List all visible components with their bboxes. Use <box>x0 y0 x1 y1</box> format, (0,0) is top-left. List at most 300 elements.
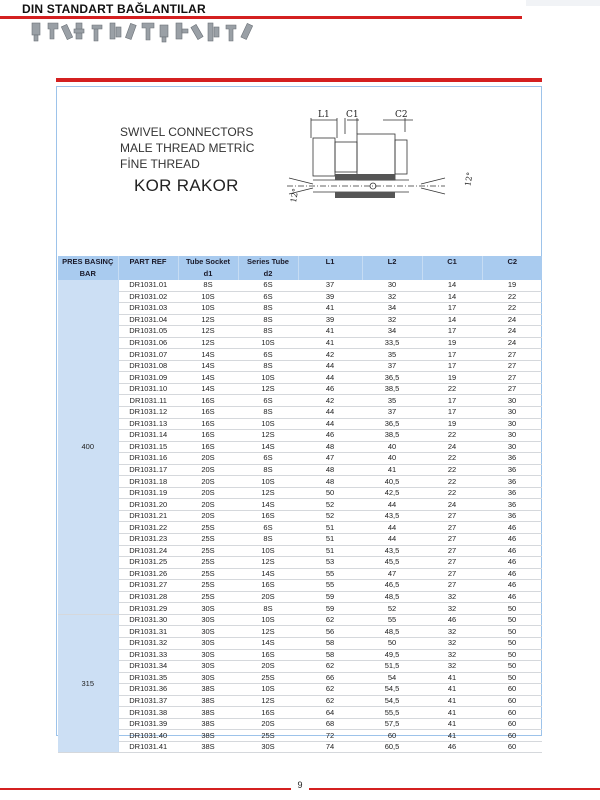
col-header-tube-socket: Tube Socket <box>178 256 238 268</box>
table-cell: DR1031.19 <box>118 487 178 499</box>
table-cell: 24 <box>422 441 482 453</box>
product-line-1: SWIVEL CONNECTORS <box>120 125 254 139</box>
table-cell: 41 <box>422 730 482 742</box>
table-cell: DR1031.09 <box>118 372 178 384</box>
table-cell: 12S <box>238 557 298 569</box>
table-cell: 55 <box>362 614 422 626</box>
table-row <box>58 510 542 522</box>
table-row <box>58 649 542 661</box>
table-cell: 46,5 <box>362 580 422 592</box>
table-cell: 25S <box>178 557 238 569</box>
table-row <box>58 453 542 465</box>
table-cell: DR1031.03 <box>118 303 178 315</box>
table-cell: 20S <box>178 453 238 465</box>
table-cell: 27 <box>482 383 542 395</box>
table-cell: 55,5 <box>362 707 422 719</box>
table-cell: 14S <box>178 360 238 372</box>
table-cell: 36 <box>482 510 542 522</box>
table-cell: 50 <box>298 487 362 499</box>
table-cell: 25S <box>178 545 238 557</box>
table-cell: 55 <box>298 568 362 580</box>
table-cell: 41 <box>298 326 362 338</box>
table-cell: 56 <box>298 626 362 638</box>
table-cell: 8S <box>238 326 298 338</box>
table-cell: 22 <box>422 383 482 395</box>
table-cell: DR1031.06 <box>118 337 178 349</box>
table-cell: 44 <box>362 499 422 511</box>
table-row <box>58 499 542 511</box>
table-row <box>58 741 542 753</box>
table-cell: 16S <box>178 395 238 407</box>
table-cell: 24 <box>422 499 482 511</box>
col-subheader-l2 <box>362 268 422 280</box>
col-header-l2: L2 <box>362 256 422 268</box>
table-cell: 34 <box>362 326 422 338</box>
table-cell: 39 <box>298 291 362 303</box>
table-cell: 46 <box>422 741 482 753</box>
table-cell: 10S <box>238 418 298 430</box>
table-cell: 44 <box>298 360 362 372</box>
table-cell: 30 <box>482 395 542 407</box>
table-cell: 14 <box>422 291 482 303</box>
table-cell: 8S <box>238 303 298 315</box>
table-cell: 16S <box>178 430 238 442</box>
table-cell: 55 <box>298 580 362 592</box>
table-cell: 27 <box>482 372 542 384</box>
table-cell: 6S <box>238 291 298 303</box>
table-cell: 42,5 <box>362 487 422 499</box>
table-cell: 14S <box>238 499 298 511</box>
table-cell: 24 <box>482 314 542 326</box>
table-cell: 72 <box>298 730 362 742</box>
table-row <box>58 280 542 291</box>
table-cell: 41 <box>422 707 482 719</box>
table-cell: DR1031.10 <box>118 383 178 395</box>
table-row <box>58 418 542 430</box>
table-cell: 24 <box>482 326 542 338</box>
table-cell: 17 <box>422 349 482 361</box>
table-cell: 12S <box>238 430 298 442</box>
table-cell: 45,5 <box>362 557 422 569</box>
table-cell: 10S <box>238 684 298 696</box>
table-cell: 38S <box>178 684 238 696</box>
table-cell: 37 <box>362 407 422 419</box>
table-cell: 32 <box>362 291 422 303</box>
table-cell: 30 <box>482 441 542 453</box>
table-cell: 32 <box>422 626 482 638</box>
table-cell: 36 <box>482 499 542 511</box>
table-cell: 44 <box>298 372 362 384</box>
table-cell: 41 <box>422 672 482 684</box>
table-cell: 8S <box>238 360 298 372</box>
table-cell: 41 <box>422 684 482 696</box>
table-cell: DR1031.23 <box>118 534 178 546</box>
table-cell: 8S <box>238 534 298 546</box>
table-cell: 16S <box>238 510 298 522</box>
table-cell: 38S <box>178 695 238 707</box>
table-cell: 44 <box>362 522 422 534</box>
technical-drawing <box>285 108 480 208</box>
table-cell: DR1031.28 <box>118 591 178 603</box>
table-cell: 41 <box>422 695 482 707</box>
col-header-pressure: PRES BASINÇ <box>58 256 118 268</box>
table-cell: 48,5 <box>362 591 422 603</box>
table-cell: DR1031.34 <box>118 661 178 673</box>
table-cell: 36,5 <box>362 418 422 430</box>
table-cell: 34 <box>362 303 422 315</box>
table-row <box>58 372 542 384</box>
col-header-part-ref: PART REF <box>118 256 178 268</box>
col-subheader-tube-socket: d1 <box>178 268 238 280</box>
spec-table <box>58 256 542 753</box>
col-header-series-tube: Series Tube <box>238 256 298 268</box>
table-row <box>58 291 542 303</box>
table-row <box>58 407 542 419</box>
table-cell: 64 <box>298 707 362 719</box>
table-cell: 27 <box>422 568 482 580</box>
table-cell: 12S <box>178 314 238 326</box>
table-cell: DR1031.27 <box>118 580 178 592</box>
table-cell: 27 <box>422 580 482 592</box>
table-cell: 59 <box>298 591 362 603</box>
table-cell: 17 <box>422 303 482 315</box>
table-row <box>58 337 542 349</box>
table-cell: 38S <box>178 707 238 719</box>
table-cell: 30S <box>178 603 238 615</box>
table-cell: 16S <box>178 418 238 430</box>
table-cell: DR1031.36 <box>118 684 178 696</box>
fittings-thumbnail-strip <box>30 19 260 45</box>
table-cell: 62 <box>298 614 362 626</box>
col-subheader-c1 <box>422 268 482 280</box>
table-cell: 8S <box>238 464 298 476</box>
table-row <box>58 568 542 580</box>
table-cell: 46 <box>482 568 542 580</box>
dim-label-l1: L1 <box>318 110 330 120</box>
col-subheader-l1 <box>298 268 362 280</box>
table-cell: 38S <box>178 730 238 742</box>
table-cell: 12S <box>238 626 298 638</box>
table-cell: 43,5 <box>362 545 422 557</box>
section-red-bar <box>56 78 542 82</box>
table-cell: 19 <box>422 337 482 349</box>
table-cell: 32 <box>422 591 482 603</box>
table-cell: DR1031.02 <box>118 291 178 303</box>
table-cell: 60 <box>482 741 542 753</box>
table-cell: 46 <box>482 580 542 592</box>
table-cell: 48 <box>298 476 362 488</box>
table-cell: 50 <box>482 672 542 684</box>
table-cell: 51 <box>298 534 362 546</box>
table-row <box>58 314 542 326</box>
table-cell: 62 <box>298 684 362 696</box>
page-number: 9 <box>291 779 309 791</box>
table-cell: 16S <box>238 707 298 719</box>
table-cell: 16S <box>178 407 238 419</box>
table-cell: 58 <box>298 637 362 649</box>
col-subheader-pressure: BAR <box>58 268 118 280</box>
table-cell: 6S <box>238 280 298 291</box>
table-cell: 14 <box>422 314 482 326</box>
table-cell: 52 <box>298 499 362 511</box>
table-cell: 62 <box>298 695 362 707</box>
table-cell: 25S <box>178 591 238 603</box>
table-cell: 54 <box>362 672 422 684</box>
table-cell: 30S <box>178 614 238 626</box>
table-cell: 16S <box>238 580 298 592</box>
table-cell: 20S <box>238 718 298 730</box>
table-cell: 53 <box>298 557 362 569</box>
table-cell: 36 <box>482 476 542 488</box>
table-cell: 50 <box>482 626 542 638</box>
table-cell: 12S <box>178 326 238 338</box>
table-cell: DR1031.15 <box>118 441 178 453</box>
table-cell: 47 <box>362 568 422 580</box>
table-cell: 44 <box>298 407 362 419</box>
table-cell: 22 <box>422 464 482 476</box>
table-cell: 40,5 <box>362 476 422 488</box>
table-cell: 19 <box>482 280 542 291</box>
table-cell: DR1031.41 <box>118 741 178 753</box>
table-header-row-1 <box>58 256 542 268</box>
product-line-3: FİNE THREAD <box>120 157 200 171</box>
table-cell: 46 <box>482 534 542 546</box>
table-row <box>58 476 542 488</box>
table-cell: 58 <box>298 649 362 661</box>
table-cell: 30S <box>178 649 238 661</box>
table-cell: 25S <box>178 534 238 546</box>
table-cell: 10S <box>238 372 298 384</box>
table-cell: DR1031.35 <box>118 672 178 684</box>
table-cell: 32 <box>422 603 482 615</box>
table-cell: DR1031.31 <box>118 626 178 638</box>
table-cell: DR1031.37 <box>118 695 178 707</box>
table-row <box>58 557 542 569</box>
table-cell: DR1031.12 <box>118 407 178 419</box>
table-cell: 12S <box>238 695 298 707</box>
table-cell: DR1031.40 <box>118 730 178 742</box>
table-cell: 30S <box>178 637 238 649</box>
table-cell: 22 <box>482 291 542 303</box>
table-cell: 37 <box>298 280 362 291</box>
table-cell: 20S <box>178 476 238 488</box>
table-cell: 17 <box>422 360 482 372</box>
table-row <box>58 395 542 407</box>
table-cell: DR1031.39 <box>118 718 178 730</box>
table-row <box>58 522 542 534</box>
table-cell: 14S <box>238 441 298 453</box>
table-row <box>58 591 542 603</box>
table-cell: DR1031.25 <box>118 557 178 569</box>
table-row <box>58 383 542 395</box>
table-row <box>58 534 542 546</box>
table-cell: 43,5 <box>362 510 422 522</box>
table-cell: 62 <box>298 661 362 673</box>
table-cell: 6S <box>238 522 298 534</box>
col-subheader-series-tube: d2 <box>238 268 298 280</box>
table-cell: 50 <box>482 603 542 615</box>
table-cell: 50 <box>482 661 542 673</box>
table-cell: 38,5 <box>362 383 422 395</box>
table-cell: 41 <box>422 718 482 730</box>
table-cell: 27 <box>422 545 482 557</box>
table-cell: 35 <box>362 349 422 361</box>
table-cell: 19 <box>422 372 482 384</box>
table-cell: 50 <box>482 649 542 661</box>
table-cell: 17 <box>422 326 482 338</box>
table-cell: 16S <box>178 441 238 453</box>
table-cell: 14S <box>178 372 238 384</box>
col-header-l1: L1 <box>298 256 362 268</box>
table-cell: 30S <box>178 672 238 684</box>
table-cell: 40 <box>362 453 422 465</box>
table-cell: 52 <box>362 603 422 615</box>
table-cell: 32 <box>422 649 482 661</box>
table-cell: 27 <box>482 360 542 372</box>
table-cell: 40 <box>362 441 422 453</box>
table-cell: DR1031.20 <box>118 499 178 511</box>
table-row <box>58 545 542 557</box>
table-cell: 35 <box>362 395 422 407</box>
table-cell: 51 <box>298 522 362 534</box>
table-cell: 42 <box>298 349 362 361</box>
table-cell: 27 <box>422 534 482 546</box>
table-cell: 30 <box>482 418 542 430</box>
table-cell: DR1031.29 <box>118 603 178 615</box>
table-cell: 8S <box>238 603 298 615</box>
header-corner-decoration <box>526 0 600 6</box>
table-cell: 14S <box>238 568 298 580</box>
table-cell: 32 <box>362 314 422 326</box>
table-row <box>58 360 542 372</box>
table-row <box>58 626 542 638</box>
table-cell: DR1031.05 <box>118 326 178 338</box>
table-cell: 25S <box>178 568 238 580</box>
table-cell: 17 <box>422 407 482 419</box>
table-cell: 30S <box>178 626 238 638</box>
table-cell: 30S <box>238 741 298 753</box>
table-row <box>58 441 542 453</box>
table-cell: 25S <box>238 730 298 742</box>
pressure-group-cell: 315 <box>58 614 118 753</box>
table-cell: 8S <box>238 314 298 326</box>
table-cell: 24 <box>482 337 542 349</box>
table-cell: 17 <box>422 395 482 407</box>
angle-label-right: 12° <box>463 171 475 187</box>
table-cell: 60,5 <box>362 741 422 753</box>
table-cell: 51,5 <box>362 661 422 673</box>
table-cell: 54,5 <box>362 695 422 707</box>
table-cell: 46 <box>298 383 362 395</box>
table-cell: 60 <box>482 695 542 707</box>
table-cell: 33,5 <box>362 337 422 349</box>
col-subheader-part-ref <box>118 268 178 280</box>
product-name: KOR RAKOR <box>134 176 239 195</box>
col-header-c1: C1 <box>422 256 482 268</box>
table-row <box>58 695 542 707</box>
table-cell: DR1031.01 <box>118 280 178 291</box>
table-cell: 14S <box>238 637 298 649</box>
table-cell: 60 <box>362 730 422 742</box>
table-cell: 38S <box>178 718 238 730</box>
table-row <box>58 430 542 442</box>
table-cell: 46 <box>298 430 362 442</box>
table-cell: DR1031.24 <box>118 545 178 557</box>
table-cell: 12S <box>238 487 298 499</box>
table-cell: 46 <box>482 522 542 534</box>
angle-label-left: 12° <box>288 187 301 204</box>
table-row <box>58 580 542 592</box>
table-cell: 60 <box>482 684 542 696</box>
pressure-group-cell: 400 <box>58 280 118 614</box>
table-cell: 38,5 <box>362 430 422 442</box>
table-cell: DR1031.18 <box>118 476 178 488</box>
table-cell: DR1031.32 <box>118 637 178 649</box>
table-cell: 10S <box>238 614 298 626</box>
table-cell: 41 <box>298 303 362 315</box>
table-row <box>58 730 542 742</box>
table-cell: 46 <box>482 545 542 557</box>
table-cell: 57,5 <box>362 718 422 730</box>
table-row <box>58 637 542 649</box>
table-cell: DR1031.22 <box>118 522 178 534</box>
table-cell: 50 <box>362 637 422 649</box>
table-row <box>58 303 542 315</box>
table-cell: 68 <box>298 718 362 730</box>
table-cell: 14 <box>422 280 482 291</box>
table-row <box>58 603 542 615</box>
table-cell: 50 <box>482 637 542 649</box>
table-row <box>58 349 542 361</box>
table-cell: 60 <box>482 718 542 730</box>
table-cell: DR1031.26 <box>118 568 178 580</box>
table-cell: 10S <box>238 337 298 349</box>
table-cell: DR1031.21 <box>118 510 178 522</box>
table-cell: 27 <box>482 349 542 361</box>
table-cell: 22 <box>422 476 482 488</box>
product-line-2: MALE THREAD METRİC <box>120 141 255 155</box>
table-cell: 36 <box>482 453 542 465</box>
table-cell: 48,5 <box>362 626 422 638</box>
table-cell: 44 <box>362 534 422 546</box>
table-cell: 10S <box>178 303 238 315</box>
table-cell: DR1031.16 <box>118 453 178 465</box>
table-cell: 47 <box>298 453 362 465</box>
table-cell: 74 <box>298 741 362 753</box>
table-cell: 20S <box>178 510 238 522</box>
table-cell: 19 <box>422 418 482 430</box>
table-header-row-2 <box>58 268 542 280</box>
table-cell: 42 <box>298 395 362 407</box>
table-cell: 32 <box>422 637 482 649</box>
table-cell: 50 <box>482 614 542 626</box>
table-cell: 12S <box>178 337 238 349</box>
table-cell: 8S <box>178 280 238 291</box>
table-cell: 44 <box>298 418 362 430</box>
table-cell: 27 <box>422 522 482 534</box>
table-cell: DR1031.38 <box>118 707 178 719</box>
table-cell: 36 <box>482 464 542 476</box>
table-row <box>58 464 542 476</box>
table-cell: 22 <box>422 453 482 465</box>
table-cell: 20S <box>238 591 298 603</box>
table-row <box>58 707 542 719</box>
table-cell: 16S <box>238 649 298 661</box>
page-header-title: DIN STANDART BAĞLANTILAR <box>22 2 206 16</box>
table-cell: 6S <box>238 349 298 361</box>
table-cell: 22 <box>422 487 482 499</box>
table-cell: 10S <box>178 291 238 303</box>
